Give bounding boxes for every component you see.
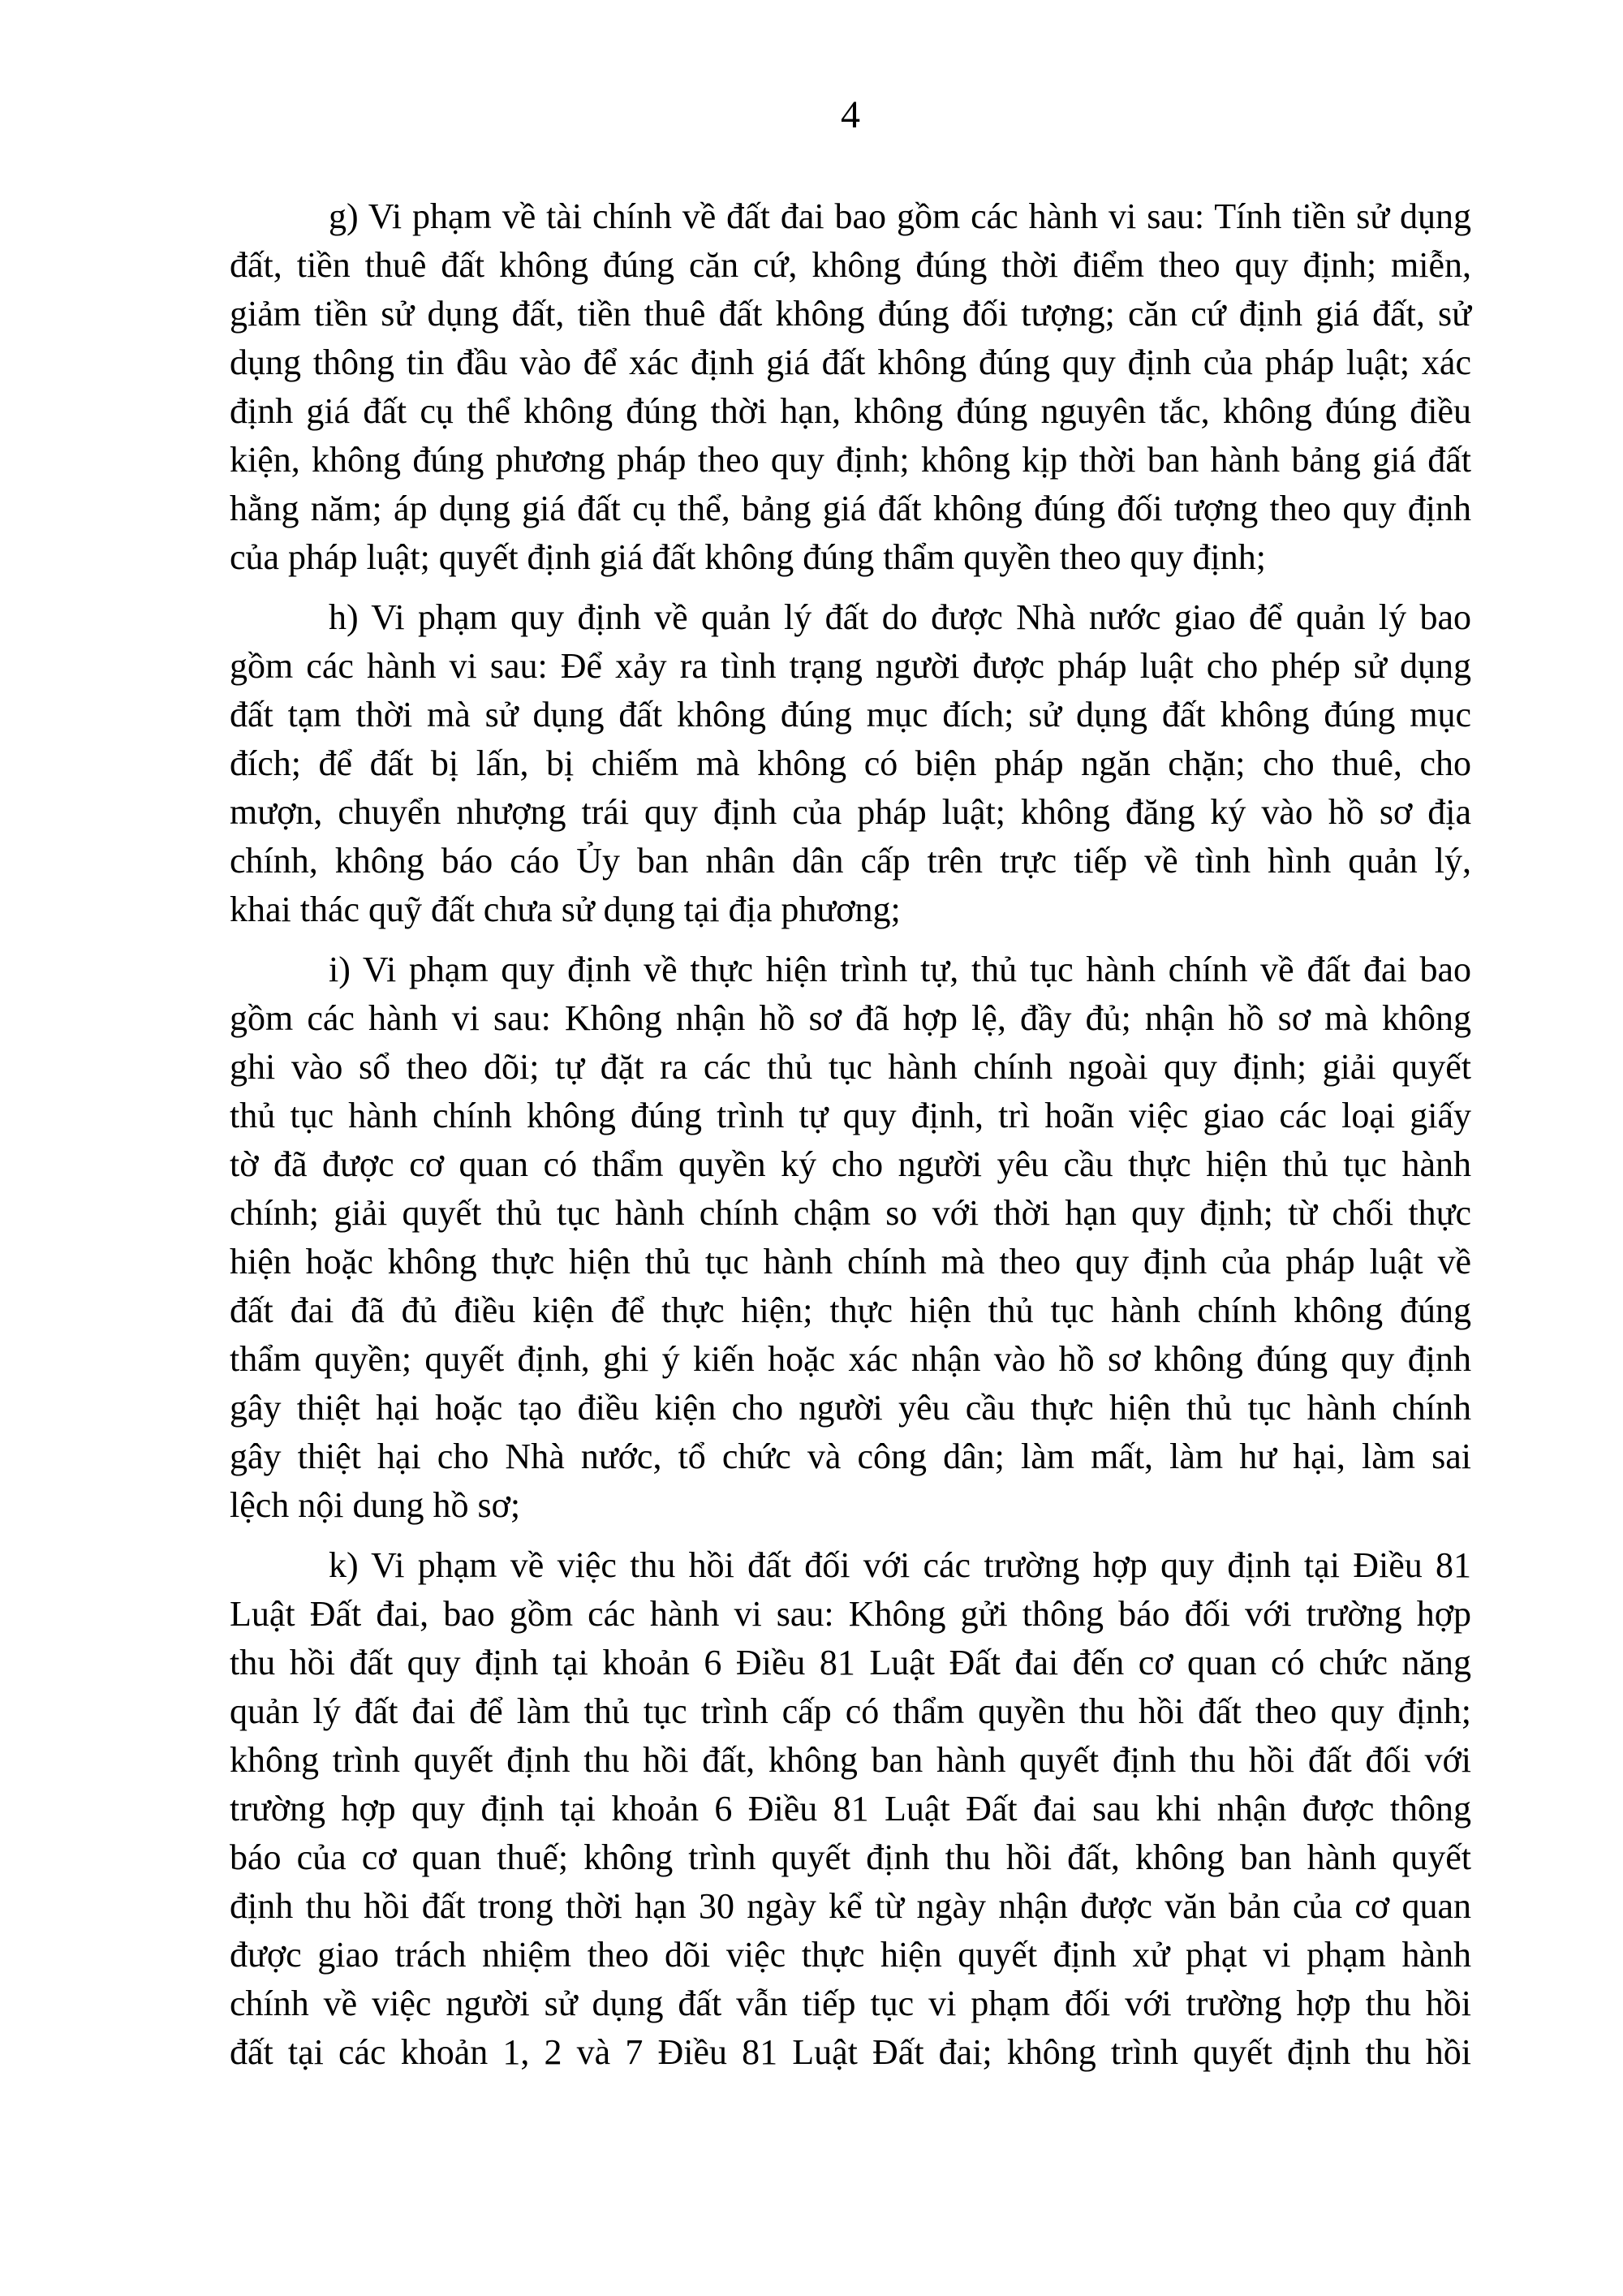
text-line: của pháp luật; quyết định giá đất không đúng thẩm quyền theo quy định; (230, 537, 1266, 577)
text-line: trường hợp quy định tại khoản 6 Điều 81 Luật Đất đai sau khi nhận được thông (230, 1789, 1471, 1829)
text-line: khai thác quỹ đất chưa sử dụng tại địa phương; (230, 890, 901, 929)
text-line: báo của cơ quan thuế; không trình quyết định thu hồi đất, không ban hành quyết (230, 1837, 1471, 1877)
text-line: chính; giải quyết thủ tục hành chính chậm so với thời hạn quy định; từ chối thực (230, 1193, 1471, 1233)
text-line: thẩm quyền; quyết định, ghi ý kiến hoặc xác nhận vào hồ sơ không đúng quy định (230, 1339, 1471, 1379)
text-line: định giá đất cụ thể không đúng thời hạn, không đúng nguyên tắc, không đúng điều (230, 391, 1471, 431)
text-line: dụng thông tin đầu vào để xác định giá đất không đúng quy định của pháp luật; xác (230, 342, 1471, 382)
document-body (230, 192, 1471, 2077)
text-line: chính về việc người sử dụng đất vẫn tiếp tục vi phạm đối với trường hợp thu hồi (230, 1984, 1471, 2023)
text-line: chính, không báo cáo Ủy ban nhân dân cấp trên trực tiếp về tình hình quản lý, (230, 841, 1471, 881)
paragraph-h (230, 593, 1471, 934)
text-line: ghi vào sổ theo dõi; tự đặt ra các thủ tục hành chính ngoài quy định; giải quyết (230, 1047, 1471, 1087)
text-line: giảm tiền sử dụng đất, tiền thuê đất không đúng đối tượng; căn cứ định giá đất, sử (230, 294, 1471, 334)
text-line: i) Vi phạm quy định về thực hiện trình tự, thủ tục hành chính về đất đai bao (329, 950, 1471, 989)
text-line: thu hồi đất quy định tại khoản 6 Điều 81 Luật Đất đai đến cơ quan có chức năng (230, 1643, 1471, 1682)
text-line: đích; để đất bị lấn, bị chiếm mà không có biện pháp ngăn chặn; cho thuê, cho (230, 743, 1471, 783)
text-line: hiện hoặc không thực hiện thủ tục hành chính mà theo quy định của pháp luật về (230, 1242, 1471, 1282)
text-line: k) Vi phạm về việc thu hồi đất đối với các trường hợp quy định tại Điều 81 (329, 1545, 1471, 1585)
text-line: thủ tục hành chính không đúng trình tự quy định, trì hoãn việc giao các loại giấy (230, 1096, 1471, 1135)
paragraph-k (230, 1541, 1471, 2077)
text-line: đất đai đã đủ điều kiện để thực hiện; thực hiện thủ tục hành chính không đúng (230, 1290, 1471, 1330)
page-number: 4 (841, 93, 860, 136)
text-line: hằng năm; áp dụng giá đất cụ thể, bảng giá đất không đúng đối tượng theo quy định (230, 489, 1471, 528)
text-line: mượn, chuyển nhượng trái quy định của pháp luật; không đăng ký vào hồ sơ địa (230, 792, 1471, 832)
text-line: quản lý đất đai để làm thủ tục trình cấp có thẩm quyền thu hồi đất theo quy định; (230, 1691, 1471, 1731)
text-line: Luật Đất đai, bao gồm các hành vi sau: Không gửi thông báo đối với trường hợp (230, 1594, 1471, 1634)
text-line: được giao trách nhiệm theo dõi việc thực hiện quyết định xử phạt vi phạm hành (230, 1935, 1471, 1975)
paragraph-i (230, 946, 1471, 1530)
text-line: lệch nội dung hồ sơ; (230, 1485, 521, 1525)
text-line: kiện, không đúng phương pháp theo quy định; không kịp thời ban hành bảng giá đất (230, 440, 1471, 480)
text-line: không trình quyết định thu hồi đất, không ban hành quyết định thu hồi đất đối với (230, 1740, 1471, 1780)
text-line: gây thiệt hại cho Nhà nước, tổ chức và công dân; làm mất, làm hư hại, làm sai (230, 1437, 1471, 1476)
text-line: g) Vi phạm về tài chính về đất đai bao gồm các hành vi sau: Tính tiền sử dụng (329, 196, 1471, 236)
text-line: đất tại các khoản 1, 2 và 7 Điều 81 Luật Đất đai; không trình quyết định thu hồi (230, 2032, 1471, 2072)
paragraph-g (230, 192, 1471, 582)
text-line: gồm các hành vi sau: Để xảy ra tình trạng người được pháp luật cho phép sử dụng (230, 646, 1471, 686)
text-line: gồm các hành vi sau: Không nhận hồ sơ đã hợp lệ, đầy đủ; nhận hồ sơ mà không (230, 998, 1471, 1038)
text-line: tờ đã được cơ quan có thẩm quyền ký cho người yêu cầu thực hiện thủ tục hành (230, 1144, 1471, 1184)
text-line: đất, tiền thuê đất không đúng căn cứ, không đúng thời điểm theo quy định; miễn, (230, 245, 1471, 285)
text-line: gây thiệt hại hoặc tạo điều kiện cho người yêu cầu thực hiện thủ tục hành chính (230, 1388, 1471, 1428)
text-line: h) Vi phạm quy định về quản lý đất do được Nhà nước giao để quản lý bao (329, 597, 1471, 637)
text-line: đất tạm thời mà sử dụng đất không đúng mục đích; sử dụng đất không đúng mục (230, 695, 1471, 734)
text-line: định thu hồi đất trong thời hạn 30 ngày kể từ ngày nhận được văn bản của cơ quan (230, 1886, 1471, 1926)
